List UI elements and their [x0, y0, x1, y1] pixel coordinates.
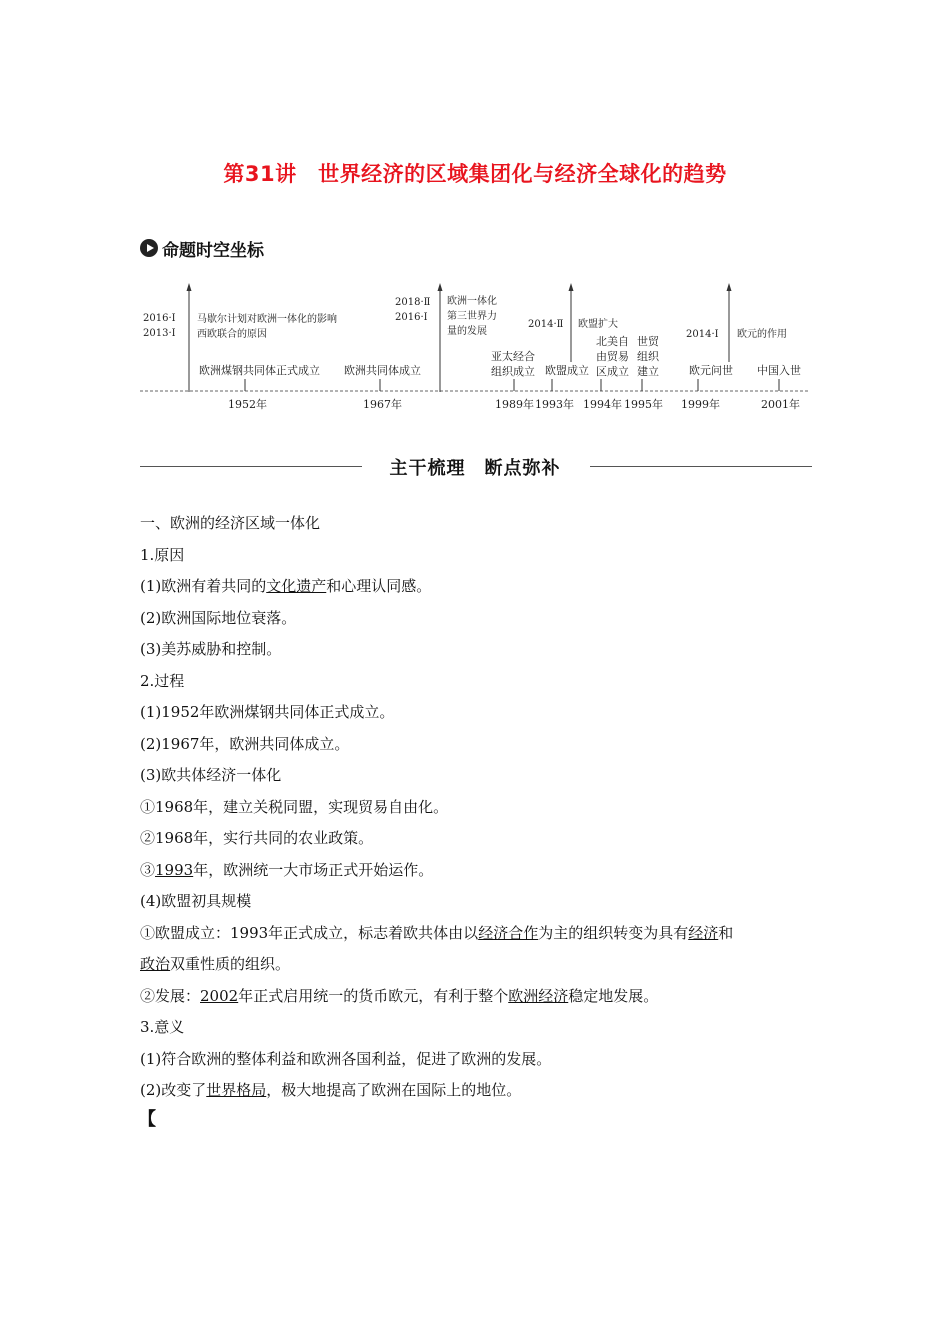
section-heading-label: 命题时空坐标 — [162, 240, 264, 261]
content-line — [140, 855, 812, 887]
timeline-event: 世贸 组织 建立 — [637, 335, 659, 378]
timeline-year: 1989年 — [495, 398, 534, 411]
exam-topic: 欧洲一体化 第三世界力 量的发展 — [447, 296, 497, 337]
timeline-year: 2001年 — [761, 398, 800, 411]
content-line — [140, 792, 812, 824]
content-line — [140, 634, 812, 666]
exam-tag: 2018·Ⅱ 2016·Ⅰ — [395, 297, 431, 323]
content-text: (3)欧共体经济一体化 — [140, 766, 282, 784]
content-text: 和心理认同感。 — [326, 577, 432, 595]
content-text: ①1968年，建立关税同盟，实现贸易自由化。 — [140, 797, 449, 816]
page-title: 第31讲 世界经济的区域集团化与经济全球化的趋势 — [223, 162, 727, 186]
exam-topic: 马歇尔计划对欧洲一体化的影响 西欧联合的原因 — [197, 314, 337, 340]
exam-tag: 2014·Ⅰ — [686, 329, 719, 340]
timeline-event: 欧洲煤钢共同体正式成立 — [199, 364, 320, 377]
content-text: ，极大地提高了欧洲在国际上的地位。 — [266, 1081, 522, 1099]
content-line — [140, 1012, 812, 1044]
content-text: (1)1952年欧洲煤钢共同体正式成立。 — [140, 703, 395, 721]
fill-in-answer: 欧洲经济 — [508, 986, 569, 1005]
exam-tag: 2016·Ⅰ 2013·Ⅰ — [143, 313, 176, 339]
main-heading: 主干梳理 断点弥补 — [389, 458, 561, 479]
exam-topic: 欧盟扩大 — [578, 319, 618, 330]
timeline-event: 欧盟成立 — [545, 364, 589, 377]
timeline-year: 1995年 — [624, 398, 663, 411]
content-text: (2)1967年，欧洲共同体成立。 — [140, 734, 350, 753]
fill-in-answer: 政治 — [140, 955, 171, 973]
content-line — [140, 823, 812, 855]
content-line — [140, 729, 812, 761]
content-text: ②发展： — [140, 986, 201, 1005]
content-text: (4)欧盟初具规模 — [140, 892, 252, 910]
timeline-event: 欧元问世 — [689, 364, 733, 377]
content-text: ②1968年，实行共同的农业政策。 — [140, 829, 374, 847]
timeline-event: 亚太经合 组织成立 — [491, 350, 535, 378]
timeline-year: 1999年 — [681, 398, 720, 411]
content-line — [140, 697, 812, 729]
content-text: 年正式启用统一的货币欧元，有利于整个 — [238, 986, 509, 1005]
content-line — [140, 666, 812, 698]
content-line — [140, 918, 812, 950]
content-text: 一、欧洲的经济区域一体化 — [140, 514, 321, 532]
content-line — [140, 949, 812, 981]
content-text: 双重性质的组织。 — [170, 955, 291, 973]
fill-in-answer: 2002 — [200, 986, 239, 1005]
content-text: 3.意义 — [140, 1018, 185, 1036]
content-line — [140, 540, 812, 572]
content-text: ③ — [140, 860, 156, 879]
content-line — [140, 1075, 812, 1107]
content-line — [140, 760, 812, 792]
content-line — [140, 1044, 812, 1076]
fill-in-answer: 经济合作 — [478, 923, 539, 942]
fill-in-answer: 1993 — [155, 860, 194, 879]
divider-right — [590, 466, 812, 467]
content-line — [140, 886, 812, 918]
content-text: 2.过程 — [140, 671, 185, 690]
timeline — [0, 0, 950, 420]
timeline-event: 欧洲共同体成立 — [344, 364, 421, 377]
content-text: 年，欧洲统一大市场正式开始运作。 — [193, 860, 434, 879]
content-line — [140, 508, 812, 540]
content-text: (2)欧洲国际地位衰落。 — [140, 608, 297, 627]
trailing-bracket: 【 — [138, 1109, 156, 1130]
content-text: 1.原因 — [140, 545, 185, 564]
timeline-year: 1994年 — [583, 398, 622, 411]
content-text: 稳定地发展。 — [568, 986, 659, 1005]
main-content — [140, 508, 812, 1107]
exam-tag: 2014·Ⅱ — [528, 319, 564, 330]
timeline-event: 中国入世 — [757, 364, 801, 377]
content-text: ①欧盟成立：1993年正式成立，标志着欧共体由以 — [140, 923, 479, 942]
content-line — [140, 571, 812, 603]
timeline-year: 1993年 — [535, 398, 574, 411]
content-text: (2)改变了 — [140, 1081, 207, 1099]
fill-in-answer: 世界格局 — [206, 1081, 267, 1099]
fill-in-answer: 经济 — [688, 923, 719, 942]
content-line — [140, 981, 812, 1013]
timeline-year: 1967年 — [363, 398, 402, 411]
exam-topic: 欧元的作用 — [737, 329, 787, 340]
content-line — [140, 603, 812, 635]
timeline-event: 北美自 由贸易 区成立 — [596, 335, 629, 378]
timeline-axis — [0, 0, 950, 420]
content-text: (3)美苏威胁和控制。 — [140, 640, 282, 658]
content-text: 为主的组织转变为具有 — [538, 923, 689, 942]
content-text: (1)欧洲有着共同的 — [140, 577, 267, 595]
fill-in-answer: 文化遗产 — [266, 577, 327, 595]
timeline-year: 1952年 — [228, 398, 267, 411]
content-text: 和 — [718, 923, 734, 942]
content-text: (1)符合欧洲的整体利益和欧洲各国利益，促进了欧洲的发展。 — [140, 1049, 552, 1068]
